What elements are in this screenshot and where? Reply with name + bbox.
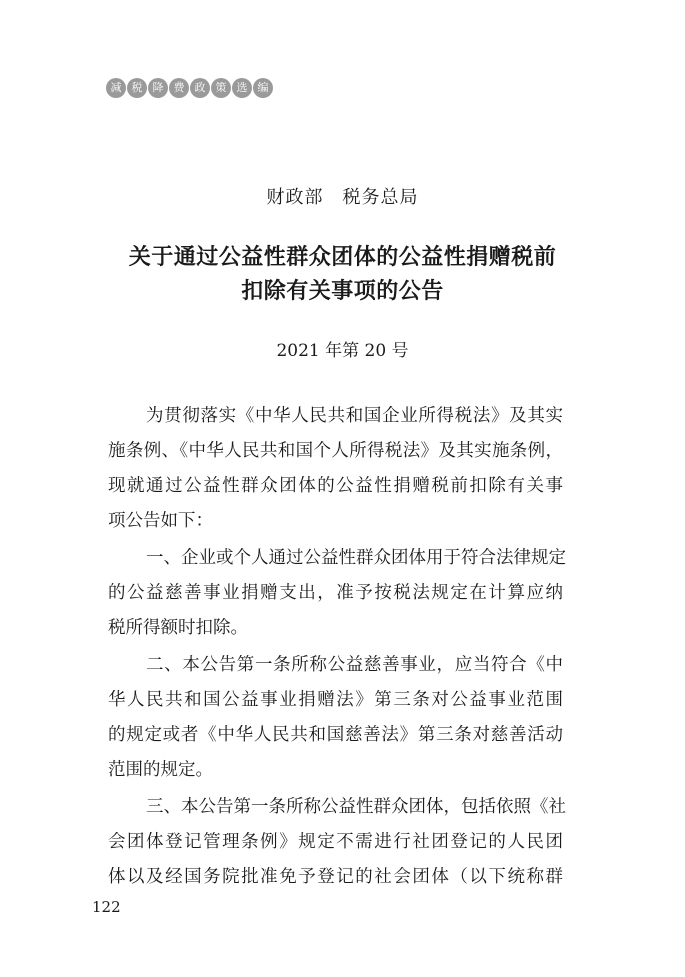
body-line: 体以及经国务院批准免予登记的社会团体（以下统称群	[108, 867, 563, 887]
series-badge-char: 政	[190, 78, 210, 98]
series-header	[106, 78, 273, 98]
body-line: 现就通过公益性群众团体的公益性捐赠税前扣除有关事	[108, 476, 563, 496]
body-line: 为贯彻落实《中华人民共和国企业所得税法》及其实	[146, 406, 563, 426]
body-line: 华人民共和国公益事业捐赠法》第三条对公益事业范围	[108, 690, 563, 710]
document-number: 2021 年第 20 号	[276, 341, 409, 361]
page-number: 122	[92, 898, 121, 916]
series-badge-char: 税	[127, 78, 147, 98]
body-line: 施条例、《中华人民共和国个人所得税法》及其实施条例，	[108, 441, 563, 461]
series-badge-char: 降	[148, 78, 168, 98]
issuing-authority: 财政部 税务总局	[266, 187, 419, 208]
series-badge-char: 选	[232, 78, 252, 98]
body-line: 的规定或者《中华人民共和国慈善法》第三条对慈善活动	[108, 725, 563, 745]
body-line: 一、企业或个人通过公益性群众团体用于符合法律规定	[146, 548, 566, 568]
series-badge-char: 费	[169, 78, 189, 98]
body-line: 会团体登记管理条例》规定不需进行社团登记的人民团	[108, 832, 563, 852]
body-line: 范围的规定。	[108, 760, 213, 780]
body-line: 二、本公告第一条所称公益慈善事业，应当符合《中	[146, 655, 563, 675]
document-title-line-2: 扣除有关事项的公告	[241, 279, 444, 304]
body-line: 项公告如下：	[108, 511, 213, 531]
document-title-line-1: 关于通过公益性群众团体的公益性捐赠税前	[128, 245, 557, 270]
body-line: 的公益慈善事业捐赠支出，准予按税法规定在计算应纳	[108, 583, 563, 603]
series-badge-char: 编	[253, 78, 273, 98]
series-badge-char: 减	[106, 78, 126, 98]
series-badge-char: 策	[211, 78, 231, 98]
body-line: 税所得额时扣除。	[108, 618, 248, 638]
body-line: 三、本公告第一条所称公益性群众团体，包括依照《社	[146, 797, 566, 817]
